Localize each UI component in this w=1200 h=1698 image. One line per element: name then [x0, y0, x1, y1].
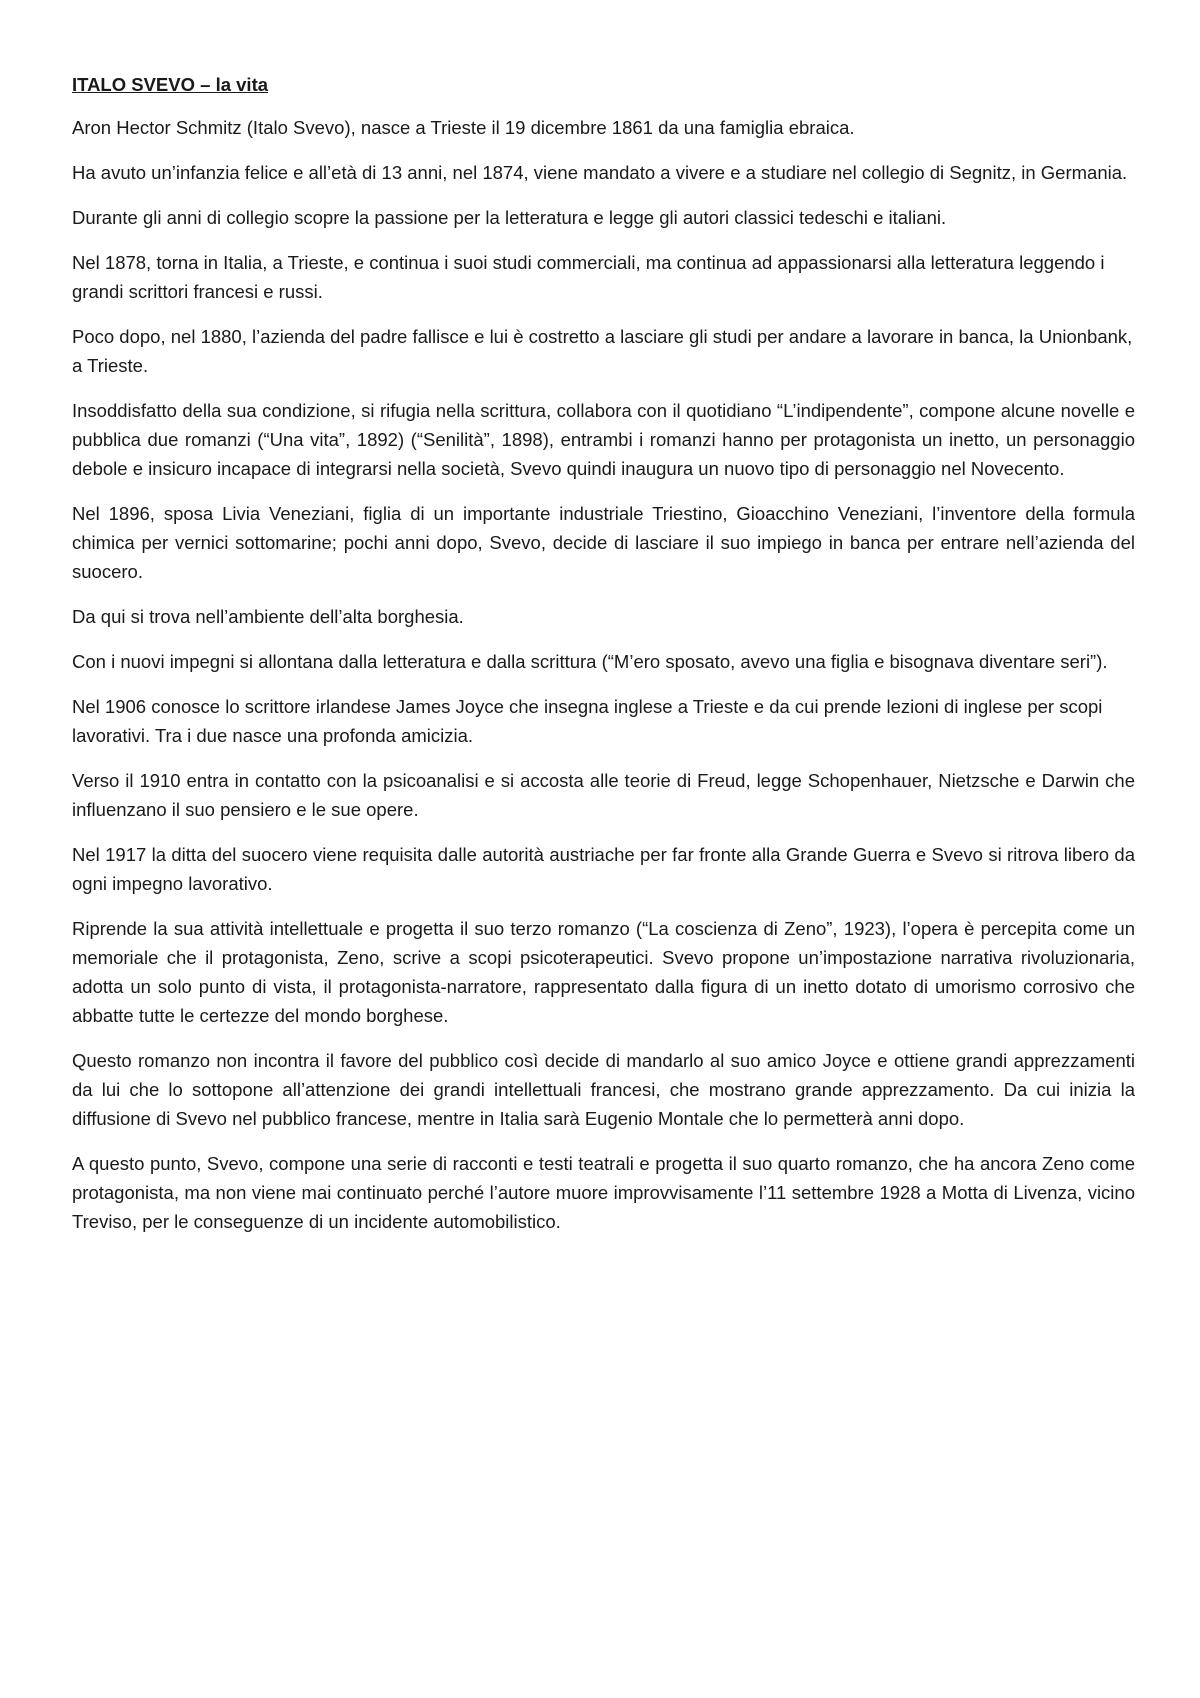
paragraph-psychoanalysis: Verso il 1910 entra in contatto con la psicoanalisi e si accosta alle teorie di Freud, legge Schopenhauer, Nietzsche e Darwin che influenzano il suo pensiero e le sue opere. [72, 770, 1135, 820]
paragraph-college: Durante gli anni di collegio scopre la passione per la letteratura e legge gli autori classici tedeschi e italiani. [72, 207, 947, 228]
paragraph-childhood: Ha avuto un’infanzia felice e all’età di 13 anni, nel 1874, viene mandato a vivere e a studiare nel collegio di Segnitz, in Germania. [72, 162, 1128, 183]
paragraph-bank-job: Poco dopo, nel 1880, l’azienda del padre fallisce e lui è costretto a lasciare gli studi per andare a lavorare in banca, la Unionbank, a Trieste. [72, 326, 1133, 376]
paragraph-early-novels: Insoddisfatto della sua condizione, si rifugia nella scrittura, collabora con il quotidiano “L’indipendente”, compone alcune novelle e pubblica due romanzi (“Una vita”, 1892) (“Senilità”, 1898), entrambi i romanzi hanno per protagonista un inetto, un personaggio debole e insicuro incapace di integrarsi nella società, Svevo quindi inaugura un nuovo tipo di personaggio nel Novecento. [72, 400, 1135, 479]
paragraph-joyce: Nel 1906 conosce lo scrittore irlandese James Joyce che insegna inglese a Trieste e da cui prende lezioni di inglese per scopi lavorativi. Tra i due nasce una profonda amicizia. [72, 696, 1103, 746]
paragraph-birth: Aron Hector Schmitz (Italo Svevo), nasce a Trieste il 19 dicembre 1861 da una famiglia ebraica. [72, 117, 855, 138]
paragraph-death: A questo punto, Svevo, compone una serie di racconti e testi teatrali e progetta il suo quarto romanzo, che ha ancora Zeno come protagonista, ma non viene mai continuato perché l’autore muore improvvisamente l’11 settembre 1928 a Motta di Livenza, vicino Treviso, per le conseguenze di un incidente automobilistico. [72, 1153, 1135, 1232]
paragraph-bourgeoisie: Da qui si trova nell’ambiente dell’alta borghesia. [72, 606, 464, 627]
paragraph-marriage: Nel 1896, sposa Livia Veneziani, figlia di un importante industriale Triestino, Gioacchino Veneziani, l’inventore della formula chimica per vernici sottomarine; pochi anni dopo, Svevo, decide di lasciare il suo impiego in banca per entrare nell’azienda del suocero. [72, 503, 1135, 582]
paragraph-reception: Questo romanzo non incontra il favore del pubblico così decide di mandarlo al suo amico Joyce e ottiene grandi apprezzamenti da lui che lo sottopone all’attenzione dei grandi intellettuali francesi, che mostrano grande apprezzamento. Da cui inizia la diffusione di Svevo nel pubblico francese, mentre in Italia sarà Eugenio Montale che lo permetterà anni dopo. [72, 1050, 1135, 1129]
paragraph-new-duties: Con i nuovi impegni si allontana dalla letteratura e dalla scrittura (“M’ero sposato, avevo una figlia e bisognava diventare seri”). [72, 651, 1108, 672]
paragraph-return-trieste: Nel 1878, torna in Italia, a Trieste, e continua i suoi studi commerciali, ma continua ad appassionarsi alla letteratura leggendo i grandi scrittori francesi e russi. [72, 252, 1105, 302]
paragraph-war: Nel 1917 la ditta del suocero viene requisita dalle autorità austriache per far fronte alla Grande Guerra e Svevo si ritrova libero da ogni impegno lavorativo. [72, 844, 1135, 894]
document-page [72, 70, 1135, 1252]
paragraph-zeno: Riprende la sua attività intellettuale e progetta il suo terzo romanzo (“La coscienza di Zeno”, 1923), l’opera è percepita come un memoriale che il protagonista, Zeno, scrive a scopi psicoterapeutici. Svevo propone un’impostazione narrativa rivoluzionaria, adotta un solo punto di vista, il protagonista-narratore, rappresentato dalla figura di un inetto dotato di umorismo corrosivo che abbatte tutte le certezze del mondo borghese. [72, 918, 1135, 1026]
document-title: ITALO SVEVO – la vita [72, 74, 269, 95]
